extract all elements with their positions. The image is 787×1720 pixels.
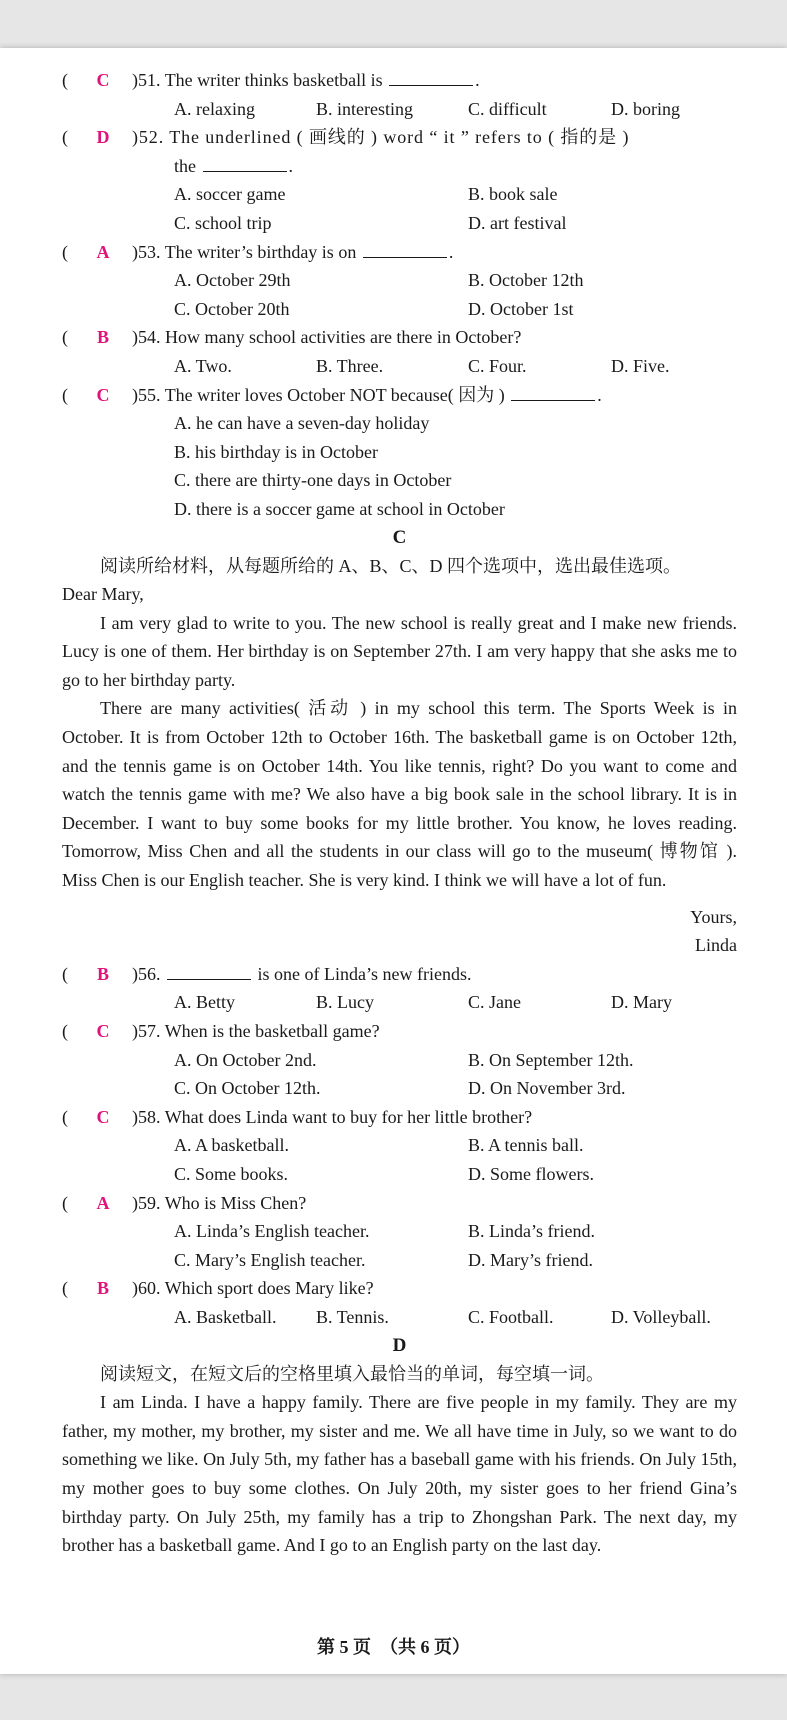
option-d: D. Some flowers. <box>468 1163 594 1184</box>
question-59: ( A )59. Who is Miss Chen? <box>62 1189 737 1218</box>
option-b: B. book sale <box>468 184 558 205</box>
question-number: 58 <box>138 1106 156 1127</box>
answer-mark: B <box>96 1278 109 1299</box>
option-b: B. Linda’s friend. <box>468 1221 595 1242</box>
option-b: B. October 12th <box>468 270 584 291</box>
option-a: A. soccer game <box>174 184 286 205</box>
question-number: 51 <box>138 70 156 90</box>
options-row <box>62 1131 737 1160</box>
question-60: ( B )60. Which sport does Mary like? <box>62 1274 737 1303</box>
option-b: B. A tennis ball. <box>468 1135 584 1156</box>
page-footer: 第 5 页 （共 6 页） <box>317 1637 470 1657</box>
option-a: A. relaxing <box>174 98 255 119</box>
option-b: B. Tennis. <box>316 1306 389 1327</box>
fill-blank <box>203 153 287 172</box>
question-number: 56 <box>138 963 156 984</box>
question-54: ( B )54. How many school activities are there in October? <box>62 323 737 352</box>
question-stem: )57. When is the basketball game? <box>132 1021 380 1041</box>
option-d: D. Mary’s friend. <box>468 1249 593 1270</box>
option-c: C. October 20th <box>174 298 290 319</box>
question-stem: )60. Which sport does Mary like? <box>132 1278 374 1299</box>
letter-paragraph: I am very glad to write to you. The new school is really great and I make new friends. Lucy is one of them. Her birthday is on September 27th. I am very happy that she asks me to go to her birthday party. <box>62 612 737 690</box>
options-row <box>62 209 737 238</box>
question-stem: )58. What does Linda want to buy for her little brother? <box>132 1106 533 1127</box>
option-d: D. October 1st <box>468 298 574 319</box>
question-stem: )52. The underlined ( 画线的 ) word “ it ” refers to ( 指的是 ) <box>132 127 630 148</box>
options-row <box>62 438 737 467</box>
option-c: C. difficult <box>468 98 547 119</box>
option-a: A. Linda’s English teacher. <box>174 1221 370 1242</box>
options-row <box>62 1246 737 1275</box>
question-stem: )51. The writer thinks basketball is . <box>132 66 737 95</box>
option-c: C. there are thirty-one days in October <box>174 470 452 491</box>
answer-mark: A <box>96 241 110 262</box>
options-row <box>62 1074 737 1103</box>
fill-blank <box>389 67 473 86</box>
options-row <box>62 95 737 124</box>
answer-mark: C <box>96 1106 110 1127</box>
question-stem: )53. The writer’s birthday is on . <box>132 238 737 267</box>
fill-blank <box>363 239 447 258</box>
answer-mark: B <box>96 327 109 348</box>
question-number: 55 <box>138 384 156 405</box>
option-d: D. Five. <box>611 355 670 376</box>
option-a: A. On October 2nd. <box>174 1049 317 1070</box>
options-row <box>62 1303 737 1332</box>
option-b: B. his birthday is in October <box>174 441 378 462</box>
question-56: ( B )56. is one of Linda’s new friends. <box>62 960 737 989</box>
question-number: 57 <box>138 1021 156 1041</box>
section-instruction: 阅读短文，在短文后的空格里填入最恰当的单词，每空填一词。 <box>100 1363 604 1384</box>
answer-mark: C <box>96 1021 110 1041</box>
passage-paragraph: I am Linda. I have a happy family. There are five people in my family. They are my father, my mother, my brother, my sister and me. We all have time in July, so we want to do something we like. On July 5th, my father has a baseball game with his friends. On July 15th, my mother goes to buy some clothes. On July 20th, my sister goes to her friend Gina’s birthday party. On July 25th, my family has a trip to Zhongshan Park. The next day, my brother has a basketball game. And I go to an English party on the last day. <box>62 1392 737 1556</box>
question-number: 59 <box>138 1192 156 1213</box>
option-a: A. Betty <box>174 992 235 1013</box>
answer-mark: D <box>96 127 110 148</box>
section-title-c: C <box>392 526 407 548</box>
option-d: D. there is a soccer game at school in October <box>174 498 505 519</box>
option-b: B. Three. <box>316 355 384 376</box>
option-d: D. On November 3rd. <box>468 1078 626 1099</box>
option-d: D. Volleyball. <box>611 1306 711 1327</box>
page-content <box>62 66 737 1560</box>
question-stem: )59. Who is Miss Chen? <box>132 1192 307 1213</box>
option-a: A. A basketball. <box>174 1135 289 1156</box>
option-d: D. Mary <box>611 992 672 1013</box>
option-d: D. boring <box>611 98 680 119</box>
option-c: C. Some books. <box>174 1163 289 1184</box>
options-row <box>62 1160 737 1189</box>
option-c: C. Jane <box>468 992 521 1013</box>
answer-mark: C <box>96 384 110 405</box>
question-53: ( A )53. The writer’s birthday is on . <box>62 238 737 267</box>
question-stem-continued: the . <box>62 152 737 181</box>
option-a: A. October 29th <box>174 270 291 291</box>
options-row <box>62 466 737 495</box>
question-58: ( C )58. What does Linda want to buy for her little brother? <box>62 1103 737 1132</box>
options-row <box>62 1046 737 1075</box>
options-row <box>62 266 737 295</box>
answer-mark: C <box>96 70 110 90</box>
question-number: 54 <box>138 327 156 348</box>
question-number: 60 <box>138 1278 156 1299</box>
question-51 <box>62 66 737 95</box>
letter-signature: Linda <box>695 935 737 956</box>
options-row <box>62 988 737 1017</box>
fill-blank <box>167 961 251 980</box>
options-row <box>62 180 737 209</box>
letter-paragraph: There are many activities( 活动 ) in my school this term. The Sports Week is in October. It is from October 12th to October 16th. The basketball game is on October 12th, and the tennis game is on October 14th. You like tennis, right? Do you want to come and watch the tennis game with me? We also have a big book sale in the school library. It is in December. I want to buy some books for my little brother. You know, he loves reading. Tomorrow, Miss Chen and all the students in our class will go to the museum( 博物馆 ). Miss Chen is our English teacher. She is very kind. I think we will have a lot of fun. <box>62 698 737 891</box>
options-row <box>62 495 737 524</box>
fill-blank <box>511 382 595 401</box>
options-row <box>62 409 737 438</box>
option-b: B. Lucy <box>316 992 374 1013</box>
option-d: D. art festival <box>468 212 567 233</box>
question-stem: )56. is one of Linda’s new friends. <box>132 960 737 989</box>
answer-paren-open: ( <box>62 70 68 90</box>
option-c: C. school trip <box>174 212 272 233</box>
letter-closing: Yours, <box>690 906 737 927</box>
letter-greeting: Dear Mary, <box>62 584 144 605</box>
option-c: C. On October 12th. <box>174 1078 321 1099</box>
answer-mark: B <box>96 963 109 984</box>
question-55: ( C )55. The writer loves October NOT because( 因为 ) . <box>62 381 737 410</box>
worksheet-page <box>0 48 787 1674</box>
question-57: ( C )57. When is the basketball game? <box>62 1017 737 1046</box>
question-number: 52 <box>138 127 159 148</box>
section-title-d: D <box>392 1334 407 1356</box>
option-c: C. Football. <box>468 1306 554 1327</box>
section-instruction: 阅读所给材料，从每题所给的 A、B、C、D 四个选项中，选出最佳选项。 <box>100 555 682 576</box>
option-c: C. Mary’s English teacher. <box>174 1249 366 1270</box>
option-a: A. Basketball. <box>174 1306 277 1327</box>
options-row <box>62 295 737 324</box>
option-b: B. interesting <box>316 98 413 119</box>
question-stem: )54. How many school activities are there in October? <box>132 327 522 348</box>
question-stem: )55. The writer loves October NOT because( 因为 ) . <box>132 381 737 410</box>
question-52: ( D )52. The underlined ( 画线的 ) word “ it ” refers to ( 指的是 ) <box>62 123 737 152</box>
options-row <box>62 1217 737 1246</box>
option-a: A. he can have a seven-day holiday <box>174 413 430 434</box>
option-b: B. On September 12th. <box>468 1049 634 1070</box>
options-row <box>62 352 737 381</box>
question-number: 53 <box>138 241 156 262</box>
option-a: A. Two. <box>174 355 232 376</box>
option-c: C. Four. <box>468 355 527 376</box>
answer-mark: A <box>96 1192 110 1213</box>
